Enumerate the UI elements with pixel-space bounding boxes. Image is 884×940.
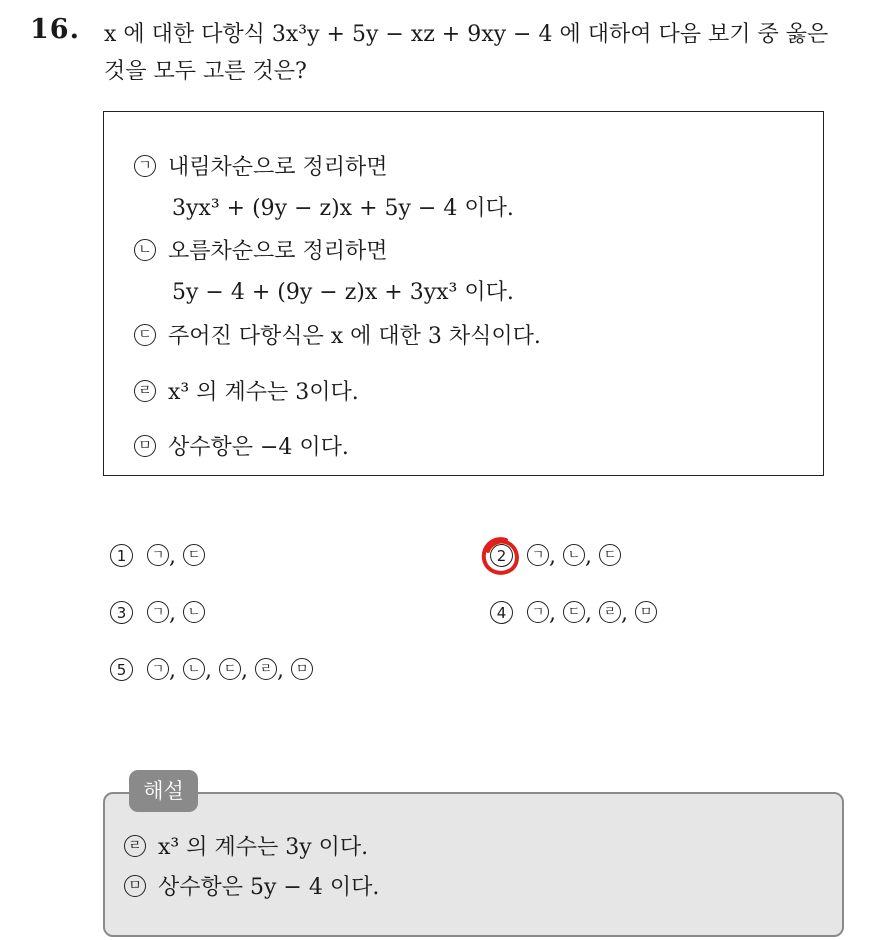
choice-number: 1 bbox=[110, 544, 133, 567]
box-item-c bbox=[134, 319, 541, 350]
explanation-line-1-text: x³ 의 계수는 3y 이다. bbox=[158, 835, 369, 860]
choice-1[interactable]: 1 ㄱ , ㄷ bbox=[110, 544, 205, 569]
choice-number: 3 bbox=[110, 601, 133, 624]
choice-marker: ㅁ bbox=[291, 658, 313, 680]
choice-number: 4 bbox=[490, 601, 513, 624]
choice-3[interactable]: 3 ㄱ , ㄴ bbox=[110, 601, 205, 626]
box-item-e bbox=[134, 430, 349, 461]
marker-e: ㅁ bbox=[124, 875, 146, 897]
marker-a: ㄱ bbox=[134, 155, 156, 177]
box-item-a-text: 내림차순으로 정리하면 bbox=[168, 155, 388, 180]
marker-c: ㄷ bbox=[134, 324, 156, 346]
choice-marker: ㄹ bbox=[599, 601, 621, 623]
explanation-tab: 해설 bbox=[129, 770, 198, 812]
marker-b: ㄴ bbox=[134, 239, 156, 261]
box-item-d-text: x³ 의 계수는 3이다. bbox=[168, 380, 359, 405]
choice-marker: ㄴ bbox=[183, 658, 205, 680]
question-line-1: x 에 대한 다항식 3x³y + 5y − xz + 9xy − 4 에 대하여 다음 보기 중 옳은 bbox=[104, 22, 829, 47]
box-item-b bbox=[134, 234, 388, 265]
explanation-line-2 bbox=[124, 870, 379, 901]
box-item-d bbox=[134, 375, 359, 406]
marker-d: ㄹ bbox=[124, 835, 146, 857]
choice-number: 5 bbox=[110, 658, 133, 681]
choice-2[interactable]: 2 ㄱ , ㄴ , ㄷ bbox=[490, 544, 621, 569]
box-item-b-sub: 5y − 4 + (9y − z)x + 3yx³ 이다. bbox=[172, 280, 514, 305]
explanation-line-2-text: 상수항은 5y − 4 이다. bbox=[158, 875, 380, 900]
box-item-b-text: 오름차순으로 정리하면 bbox=[168, 239, 388, 264]
choice-marker: ㄴ bbox=[183, 601, 205, 623]
choice-marker: ㄷ bbox=[219, 658, 241, 680]
choice-5[interactable]: 5 ㄱ , ㄴ , ㄷ , ㄹ , ㅁ bbox=[110, 658, 313, 683]
choice-marker: ㅁ bbox=[635, 601, 657, 623]
box-item-a-sub: 3yx³ + (9y − z)x + 5y − 4 이다. bbox=[172, 196, 514, 221]
question-number: 16. bbox=[30, 14, 80, 45]
choice-4[interactable]: 4 ㄱ , ㄷ , ㄹ , ㅁ bbox=[490, 601, 657, 626]
explanation-line-1 bbox=[124, 830, 368, 861]
marker-e: ㅁ bbox=[134, 435, 156, 457]
options-box bbox=[103, 111, 824, 476]
choice-marker: ㄱ bbox=[527, 601, 549, 623]
choice-marker: ㄱ bbox=[147, 601, 169, 623]
choice-marker: ㄹ bbox=[255, 658, 277, 680]
marker-d: ㄹ bbox=[134, 380, 156, 402]
choice-marker: ㄴ bbox=[563, 544, 585, 566]
choice-marker: ㄷ bbox=[183, 544, 205, 566]
box-item-c-text: 주어진 다항식은 x 에 대한 3 차식이다. bbox=[168, 324, 541, 349]
choice-marker: ㄱ bbox=[147, 544, 169, 566]
question-text bbox=[104, 16, 874, 90]
box-item-e-text: 상수항은 −4 이다. bbox=[168, 435, 349, 460]
choice-marker: ㄱ bbox=[527, 544, 549, 566]
choice-marker: ㄱ bbox=[147, 658, 169, 680]
choice-marker: ㄷ bbox=[563, 601, 585, 623]
explanation-box bbox=[103, 792, 844, 937]
choice-marker: ㄷ bbox=[599, 544, 621, 566]
question-line-2: 것을 모두 고른 것은? bbox=[104, 59, 307, 84]
choice-number: 2 bbox=[490, 544, 513, 567]
box-item-a bbox=[134, 150, 388, 181]
